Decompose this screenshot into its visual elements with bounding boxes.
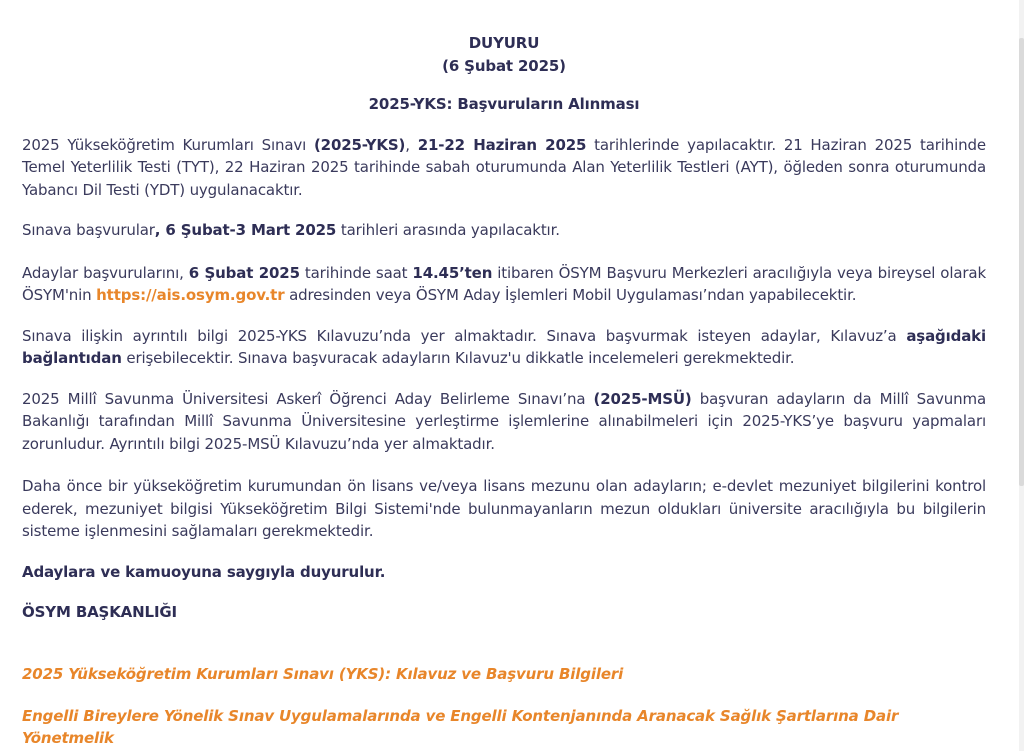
- signature: ÖSYM BAŞKANLIĞI: [22, 603, 177, 621]
- paragraph-application-method: Adaylar başvurularını, 6 Şubat 2025 tarihinde saat 14.45’ten itibaren ÖSYM Başvuru Merkezleri aracılığıyla veya bireysel olarak ÖSYM'nin https://ais.osym.gov.tr adresinden veya ÖSYM Aday İşlemleri Mobil Uygulaması’ndan yapabilecektir.: [22, 263, 986, 304]
- disability-regulation-link[interactable]: Engelli Bireylere Yönelik Sınav Uygulamalarında ve Engelli Kontenjanında Aranacak Sağlık Şartlarına Dair Yönetmelik: [22, 706, 899, 747]
- paragraph-exam-dates: 2025 Yükseköğretim Kurumları Sınavı (2025-YKS), 21-22 Haziran 2025 tarihlerinde yapılacaktır. 21 Haziran 2025 tarihinde Temel Yeterlilik Testi (TYT), 22 Haziran 2025 tarihinde sabah oturumunda Alan Yeterlilik Testleri (AYT), öğleden sonra oturumunda Yabancı Dil Testi (YDT) uygulanacaktır.: [22, 135, 986, 199]
- closing-statement: Adaylara ve kamuoyuna saygıyla duyurulur.: [22, 562, 386, 581]
- vertical-scrollbar[interactable]: [1019, 0, 1024, 751]
- announcement-subtitle: 2025-YKS: Başvuruların Alınması: [368, 95, 640, 113]
- scrollbar-thumb[interactable]: [1019, 38, 1024, 486]
- yks-guide-link[interactable]: 2025 Yükseköğretim Kurumları Sınavı (YKS): Kılavuz ve Başvuru Bilgileri: [22, 664, 624, 683]
- paragraph-guide-info: Sınava ilişkin ayrıntılı bilgi 2025-YKS Kılavuzu’nda yer almaktadır. Sınava başvurmak isteyen adaylar, Kılavuz’a aşağıdaki bağlantıdan erişebilecektir. Sınava başvuracak adayların Kılavuz'u dikkatle incelemeleri gerekmektedir.: [22, 326, 986, 367]
- related-links: [22, 663, 986, 749]
- announcement-content: [22, 32, 986, 749]
- announcement-heading: DUYURU: [468, 34, 540, 52]
- paragraph-msu-info: 2025 Millî Savunma Üniversitesi Askerî Öğrenci Aday Belirleme Sınavı’na (2025-MSÜ) başvuran adayların da Millî Savunma Bakanlığı tarafından Millî Savunma Üniversitesine yerleştirme işlemlerine alınabilmeleri için 2025-YKS’ye başvuru yapmaları zorunludur. Ayrıntılı bilgi 2025-MSÜ Kılavuzu’nda yer almaktadır.: [22, 389, 986, 453]
- ais-osym-link[interactable]: https://ais.osym.gov.tr: [96, 286, 285, 304]
- paragraph-graduation-info: Daha önce bir yükseköğretim kurumundan ön lisans ve/veya lisans mezunu olan adayların; e-devlet mezuniyet bilgilerini kontrol ederek, mezuniyet bilgisi Yükseköğretim Bilgi Sistemi'nde bulunmayanların mezun oldukları üniversite aracılığıyla bu bilgilerin sisteme işlenmesini sağlamaları gerekmektedir.: [22, 477, 986, 540]
- announcement-date: (6 Şubat 2025): [442, 56, 566, 75]
- paragraph-application-period: Sınava başvurular, 6 Şubat-3 Mart 2025 tarihleri arasında yapılacaktır.: [22, 221, 560, 239]
